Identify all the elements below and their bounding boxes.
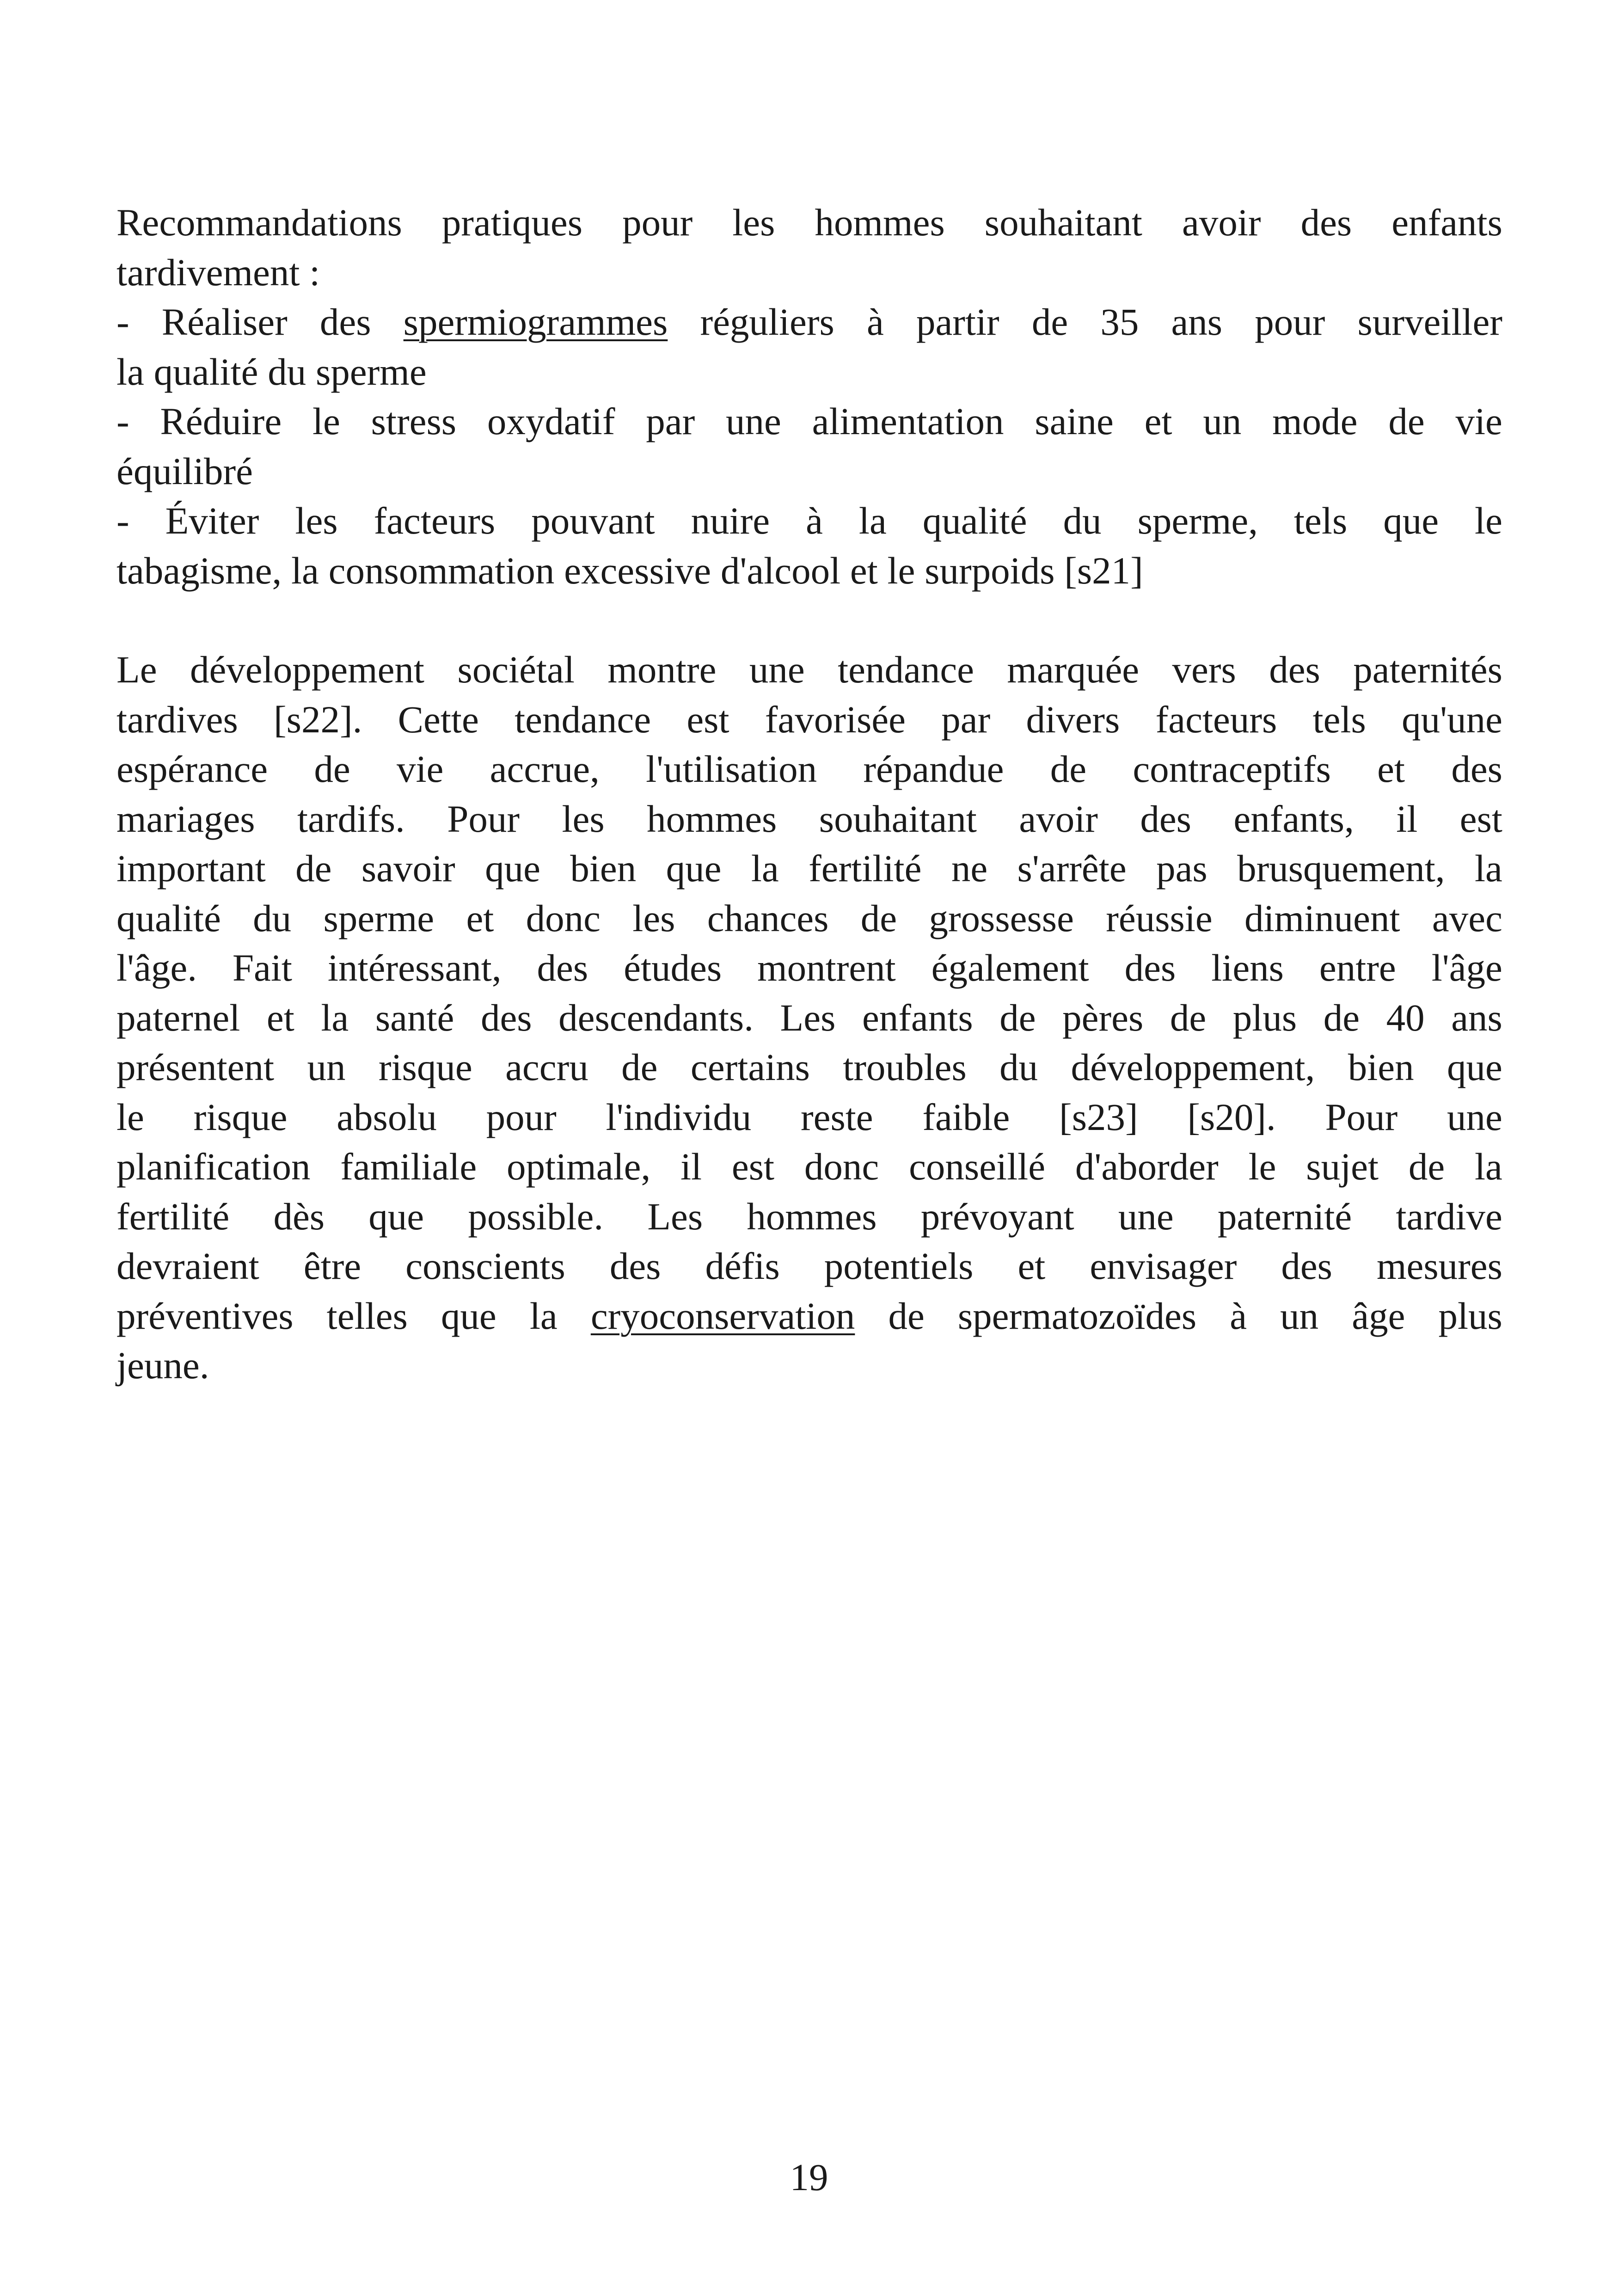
word: est bbox=[731, 1145, 775, 1188]
word: liens bbox=[1211, 946, 1284, 989]
word: paternité bbox=[1217, 1195, 1352, 1238]
word: envisager bbox=[1090, 1245, 1237, 1287]
word: sperme bbox=[323, 896, 435, 939]
word: développement bbox=[190, 648, 424, 691]
word: certains bbox=[690, 1046, 810, 1088]
word: est bbox=[1459, 797, 1502, 840]
word: enfants bbox=[862, 996, 973, 1039]
word: que bbox=[1447, 1046, 1502, 1088]
word: surveiller bbox=[1357, 301, 1502, 343]
word: que bbox=[485, 847, 540, 890]
word: optimale, bbox=[507, 1145, 651, 1188]
word: réussie bbox=[1106, 896, 1213, 939]
word: les bbox=[295, 499, 338, 542]
word: absolu bbox=[337, 1095, 437, 1138]
word: Réduire bbox=[160, 400, 282, 442]
word: une bbox=[1118, 1195, 1174, 1238]
word: [s22]. bbox=[274, 698, 362, 741]
word: par bbox=[941, 698, 991, 741]
word: la bbox=[321, 996, 349, 1039]
word: réguliers bbox=[700, 301, 834, 343]
word: tardives bbox=[116, 698, 238, 741]
word: le bbox=[116, 1095, 144, 1138]
word: un bbox=[1280, 1294, 1319, 1337]
word: de bbox=[888, 1294, 925, 1337]
word: potentiels bbox=[824, 1245, 974, 1287]
word: sociétal bbox=[457, 648, 575, 691]
word: possible. bbox=[468, 1195, 604, 1238]
text-line bbox=[116, 794, 1502, 844]
word: des bbox=[319, 301, 371, 343]
word: spermatozoïdes bbox=[957, 1294, 1197, 1337]
text-line bbox=[116, 844, 1502, 894]
word: études bbox=[624, 946, 722, 989]
word: par bbox=[646, 400, 695, 442]
word: bien bbox=[1348, 1046, 1414, 1088]
word: - bbox=[116, 499, 129, 542]
word: à bbox=[866, 301, 884, 343]
word: présentent bbox=[116, 1046, 275, 1088]
word: mode bbox=[1272, 400, 1358, 442]
word: de bbox=[999, 996, 1036, 1039]
word: de bbox=[1031, 301, 1068, 343]
word: sujet bbox=[1306, 1145, 1379, 1188]
word: de bbox=[1323, 996, 1360, 1039]
word: que bbox=[666, 847, 722, 890]
word: vie bbox=[396, 748, 444, 790]
word: la bbox=[751, 847, 779, 890]
word: du bbox=[253, 896, 292, 939]
word: du bbox=[1063, 499, 1102, 542]
word: la bbox=[529, 1294, 558, 1337]
word: les bbox=[562, 797, 605, 840]
word: à bbox=[806, 499, 823, 542]
word: espérance bbox=[116, 748, 268, 790]
word: intéressant, bbox=[327, 946, 502, 989]
text-line: tardivement : bbox=[116, 251, 320, 294]
word: et bbox=[1377, 748, 1405, 790]
word: pères bbox=[1062, 996, 1144, 1039]
word: montrent bbox=[757, 946, 896, 989]
word: tels bbox=[1293, 499, 1348, 542]
word: entre bbox=[1319, 946, 1396, 989]
word: paternités bbox=[1353, 648, 1502, 691]
word: [s23] bbox=[1059, 1095, 1138, 1138]
word: du bbox=[999, 1046, 1038, 1088]
word: Recommandations bbox=[116, 201, 402, 244]
word: planification bbox=[116, 1145, 311, 1188]
word: des bbox=[1140, 797, 1191, 840]
word: une bbox=[726, 400, 781, 442]
text-line: jeune. bbox=[116, 1344, 209, 1387]
word: souhaitant bbox=[819, 797, 977, 840]
text-line bbox=[116, 744, 1502, 794]
text-line bbox=[116, 1043, 1502, 1093]
word: diminuent bbox=[1244, 896, 1400, 939]
word: le bbox=[1475, 499, 1502, 542]
word: stress bbox=[371, 400, 457, 442]
word: [s20]. bbox=[1187, 1095, 1276, 1138]
word: l'âge bbox=[1431, 946, 1502, 989]
word: des bbox=[1451, 748, 1502, 790]
text-line: tabagisme, la consommation excessive d'alcool et le surpoids [s21] bbox=[116, 549, 1143, 592]
recommendations-paragraph bbox=[116, 198, 1502, 595]
word: qu'une bbox=[1402, 698, 1502, 741]
word: une bbox=[749, 648, 805, 691]
word: de bbox=[1388, 400, 1425, 442]
text-line bbox=[116, 695, 1502, 745]
word: le bbox=[312, 400, 340, 442]
word: paternel bbox=[116, 996, 240, 1039]
word: et bbox=[1017, 1245, 1046, 1287]
word: favorisée bbox=[765, 698, 906, 741]
word: tardive bbox=[1396, 1195, 1502, 1238]
word: conscients bbox=[405, 1245, 565, 1287]
word: prévoyant bbox=[920, 1195, 1074, 1238]
word: d'aborder bbox=[1075, 1145, 1219, 1188]
text-line: la qualité du sperme bbox=[116, 350, 427, 393]
word: sperme, bbox=[1137, 499, 1258, 542]
text-line bbox=[116, 198, 1502, 248]
word: la bbox=[1474, 1145, 1502, 1188]
word: des bbox=[537, 946, 588, 989]
word: Les bbox=[647, 1195, 703, 1238]
word: de bbox=[314, 748, 350, 790]
word: - bbox=[116, 301, 129, 343]
word: divers bbox=[1026, 698, 1120, 741]
word: que bbox=[368, 1195, 424, 1238]
page-number: 19 bbox=[790, 2156, 828, 2198]
word: savoir bbox=[361, 847, 455, 890]
word: enfants, bbox=[1233, 797, 1354, 840]
word: il bbox=[1396, 797, 1418, 840]
word: avoir bbox=[1019, 797, 1098, 840]
word: est bbox=[686, 698, 729, 741]
word: la bbox=[1474, 847, 1502, 890]
word: hommes bbox=[747, 1195, 877, 1238]
word: des bbox=[609, 1245, 661, 1287]
word: plus bbox=[1232, 996, 1297, 1039]
word: que bbox=[441, 1294, 496, 1337]
list-item-spermiogram bbox=[116, 297, 1502, 347]
word: à bbox=[1230, 1294, 1247, 1337]
word: saine bbox=[1035, 400, 1114, 442]
word: 40 bbox=[1386, 996, 1425, 1039]
text-line bbox=[116, 993, 1502, 1043]
societal-development-paragraph bbox=[116, 645, 1502, 1391]
word: l'individu bbox=[606, 1095, 752, 1138]
word: qualité bbox=[922, 499, 1027, 542]
word: mariages bbox=[116, 797, 255, 840]
word: de bbox=[621, 1046, 658, 1088]
word: des bbox=[480, 996, 532, 1039]
word: ans bbox=[1171, 301, 1223, 343]
word: pas bbox=[1156, 847, 1207, 890]
text-line bbox=[116, 1093, 1502, 1142]
word: Pour bbox=[447, 797, 520, 840]
word: marquée bbox=[1007, 648, 1140, 691]
word: familiale bbox=[340, 1145, 477, 1188]
word: montre bbox=[607, 648, 717, 691]
word: alimentation bbox=[812, 400, 1004, 442]
word: défis bbox=[705, 1245, 780, 1287]
word: bien bbox=[570, 847, 637, 890]
text-line bbox=[116, 1291, 1502, 1341]
word: s'arrête bbox=[1017, 847, 1127, 890]
word: fertilité bbox=[116, 1195, 230, 1238]
word: et bbox=[466, 896, 494, 939]
text-line bbox=[116, 894, 1502, 944]
word: devraient bbox=[116, 1245, 259, 1287]
word: avec bbox=[1432, 896, 1502, 939]
word: un bbox=[1203, 400, 1242, 442]
word: avoir bbox=[1182, 201, 1261, 244]
text-line bbox=[116, 1241, 1502, 1291]
word: pouvant bbox=[531, 499, 655, 542]
word: telles bbox=[326, 1294, 408, 1337]
word: santé bbox=[375, 996, 454, 1039]
word: 35 bbox=[1100, 301, 1139, 343]
word: brusquement, bbox=[1237, 847, 1445, 890]
text-line: équilibré bbox=[116, 449, 253, 492]
word: la bbox=[858, 499, 887, 542]
word: des bbox=[1124, 946, 1176, 989]
word: contraceptifs bbox=[1133, 748, 1331, 790]
word: ne bbox=[951, 847, 988, 890]
word: plus bbox=[1438, 1294, 1502, 1337]
word: qualité bbox=[116, 896, 221, 939]
word: risque bbox=[193, 1095, 288, 1138]
word: que bbox=[1383, 499, 1439, 542]
word: Réaliser bbox=[161, 301, 288, 343]
word: de bbox=[1408, 1145, 1445, 1188]
word: vers bbox=[1172, 648, 1236, 691]
word: il bbox=[680, 1145, 702, 1188]
word: nuire bbox=[691, 499, 770, 542]
word: une bbox=[1447, 1095, 1502, 1138]
list-item-oxidative-stress bbox=[116, 397, 1502, 447]
word: Pour bbox=[1325, 1095, 1398, 1138]
word: troubles bbox=[843, 1046, 967, 1088]
list-item-risk-factors bbox=[116, 496, 1502, 546]
word: les bbox=[732, 201, 775, 244]
word: chances bbox=[707, 896, 829, 939]
word: tendance bbox=[838, 648, 974, 691]
word: de bbox=[860, 896, 897, 939]
word: risque bbox=[378, 1046, 472, 1088]
word: préventives bbox=[116, 1294, 294, 1337]
word: et bbox=[1144, 400, 1172, 442]
word: de bbox=[295, 847, 332, 890]
word: facteurs bbox=[1155, 698, 1277, 741]
word: Fait bbox=[232, 946, 292, 989]
word: hommes bbox=[815, 201, 945, 244]
word: fertilité bbox=[809, 847, 922, 890]
word: oxydatif bbox=[487, 400, 615, 442]
word: reste bbox=[800, 1095, 873, 1138]
word: ans bbox=[1451, 996, 1502, 1039]
word: grossesse bbox=[929, 896, 1074, 939]
word: répandue bbox=[863, 748, 1004, 790]
word: des bbox=[1300, 201, 1352, 244]
word: tendance bbox=[515, 698, 651, 741]
word: accru bbox=[505, 1046, 588, 1088]
word: souhaitant bbox=[984, 201, 1142, 244]
word: partir bbox=[916, 301, 999, 343]
word: donc bbox=[804, 1145, 879, 1188]
word: pour bbox=[622, 201, 693, 244]
word: Les bbox=[780, 996, 836, 1039]
word: facteurs bbox=[374, 499, 496, 542]
word: vie bbox=[1455, 400, 1502, 442]
text-line bbox=[116, 1142, 1502, 1192]
word: le bbox=[1248, 1145, 1276, 1188]
word: pour bbox=[1255, 301, 1325, 343]
spermiogrammes-link[interactable]: spermiogrammes bbox=[403, 301, 668, 343]
word: l'utilisation bbox=[646, 748, 817, 790]
word: tels bbox=[1312, 698, 1366, 741]
paragraph-lines bbox=[116, 645, 1502, 1291]
word: conseillé bbox=[909, 1145, 1046, 1188]
word: Le bbox=[116, 648, 157, 691]
word: les bbox=[632, 896, 675, 939]
word: des bbox=[1269, 648, 1320, 691]
text-line bbox=[116, 1192, 1502, 1242]
word: Éviter bbox=[165, 499, 259, 542]
word: être bbox=[303, 1245, 362, 1287]
word: de bbox=[1050, 748, 1087, 790]
text-line bbox=[116, 943, 1502, 993]
word: pratiques bbox=[441, 201, 583, 244]
word: - bbox=[116, 400, 129, 442]
word: également bbox=[931, 946, 1089, 989]
word: des bbox=[1281, 1245, 1332, 1287]
cryoconservation-link[interactable]: cryoconservation bbox=[590, 1294, 855, 1337]
word: pour bbox=[486, 1095, 557, 1138]
word: dès bbox=[273, 1195, 325, 1238]
word: faible bbox=[922, 1095, 1010, 1138]
word: l'âge. bbox=[116, 946, 197, 989]
word: et bbox=[266, 996, 294, 1039]
word: donc bbox=[526, 896, 601, 939]
word: hommes bbox=[647, 797, 777, 840]
word: mesures bbox=[1376, 1245, 1502, 1287]
word: accrue, bbox=[490, 748, 600, 790]
word: important bbox=[116, 847, 266, 890]
word: descendants. bbox=[558, 996, 754, 1039]
word: âge bbox=[1352, 1294, 1405, 1337]
word: développement, bbox=[1071, 1046, 1315, 1088]
word: Cette bbox=[398, 698, 479, 741]
word: enfants bbox=[1391, 201, 1502, 244]
word: de bbox=[1170, 996, 1207, 1039]
word: tardifs. bbox=[297, 797, 405, 840]
word: un bbox=[307, 1046, 346, 1088]
text-line bbox=[116, 645, 1502, 695]
